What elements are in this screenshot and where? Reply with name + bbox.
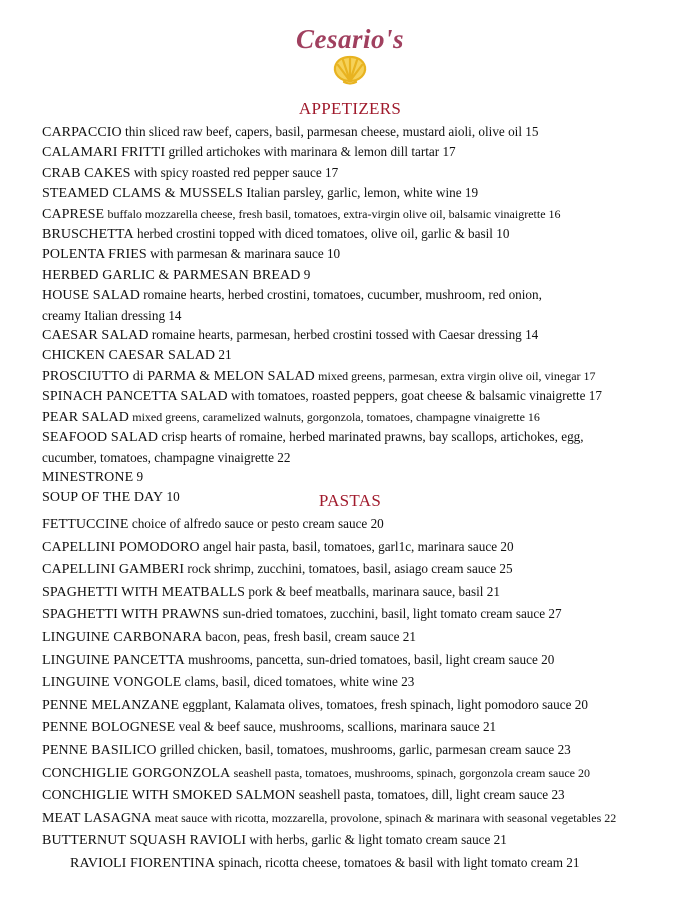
menu-item: [42, 762, 678, 785]
menu-item-name: CAPELLINI POMODORO: [42, 539, 200, 555]
menu-item: [42, 122, 678, 142]
menu-item-name: BUTTERNUT SQUASH RAVIOLI: [42, 833, 247, 849]
menu-item-desc: romaine hearts, parmesan, herbed crostini tossed with Caesar dressing 14: [151, 327, 539, 343]
menu-item: [42, 649, 678, 672]
menu-item-desc: romaine hearts, herbed crostini, tomatoes, cucumber, mushroom, red onion,: [143, 287, 542, 303]
menu-item-desc: buffalo mozzarella cheese, fresh basil, tomatoes, extra-virgin olive oil, balsamic vinaigrette 16: [107, 206, 561, 221]
menu-item-desc: 9: [136, 468, 144, 484]
menu-item: [42, 694, 678, 717]
menu-item-name: LINGUINE PANCETTA: [42, 652, 185, 668]
menu-item-desc: with herbs, garlic & light tomato cream sauce 21: [249, 832, 507, 848]
menu-item-desc: mushrooms, pancetta, sun-dried tomatoes, basil, light cream sauce 20: [188, 651, 555, 667]
menu-item-name: HOUSE SALAD: [42, 288, 140, 304]
menu-item-name: CALAMARI FRITTI: [42, 145, 166, 161]
menu-item-desc: with tomatoes, roasted peppers, goat cheese & balsamic vinaigrette 17: [231, 388, 602, 404]
menu-item-desc: meat sauce with ricotta, mozzarella, provolone, spinach & marinara with seasonal vegetables 22: [154, 810, 617, 825]
menu-item-desc: clams, basil, diced tomatoes, white wine 23: [184, 674, 415, 690]
menu-item-name: PENNE BASILICO: [42, 742, 157, 758]
menu-item: [42, 513, 678, 536]
menu-item: [42, 603, 678, 626]
menu-item-name: CHICKEN CAESAR SALAD: [42, 348, 216, 364]
menu-item: [42, 716, 678, 739]
menu-item: [42, 558, 678, 581]
menu-item: [42, 407, 678, 427]
appetizers-heading: APPETIZERS: [298, 99, 402, 118]
menu-item: [42, 581, 678, 604]
menu-item-desc: 21: [218, 347, 232, 363]
menu-item: [42, 536, 678, 559]
menu-item-desc: seashell pasta, tomatoes, dill, light cream sauce 23: [298, 787, 565, 803]
menu-item-name: MINESTRONE: [42, 469, 134, 485]
menu-item-desc: choice of alfredo sauce or pesto cream sauce 20: [131, 516, 384, 531]
menu-item-name: MEAT LASAGNA: [42, 810, 152, 826]
menu-item-desc: mixed greens, parmesan, extra virgin olive oil, vinegar 17: [318, 368, 596, 383]
menu-item-desc: crisp hearts of romaine, herbed marinated prawns, bay scallops, artichokes, egg,: [161, 429, 584, 445]
pastas-list: [42, 513, 678, 875]
menu-item: [42, 807, 678, 830]
menu-item-desc: Italian parsley, garlic, lemon, white wine 19: [246, 185, 479, 201]
menu-item-name: POLENTA FRIES: [42, 247, 147, 263]
appetizers-list: [42, 122, 678, 508]
menu-item: [42, 366, 678, 386]
menu-item-name: FETTUCCINE: [42, 517, 129, 532]
menu-item: [42, 265, 678, 285]
menu-item: [42, 626, 678, 649]
menu-item-desc: 10: [166, 489, 180, 505]
menu-item: [42, 244, 678, 264]
menu-item-desc: sun-dried tomatoes, zucchini, basil, light tomato cream sauce 27: [222, 606, 562, 622]
menu-item: [42, 204, 678, 224]
menu-item-name: CAESAR SALAD: [42, 328, 149, 344]
menu-item-desc: seashell pasta, tomatoes, mushrooms, spinach, gorgonzola cream sauce 20: [233, 765, 591, 780]
menu-item: [42, 852, 678, 875]
menu-item: [42, 784, 678, 807]
menu-item: [42, 386, 678, 406]
menu-item: [42, 163, 678, 183]
menu-item-desc: thin sliced raw beef, capers, basil, parmesan cheese, mustard aioli, olive oil 15: [125, 124, 539, 139]
menu-item-desc: 9: [303, 266, 311, 282]
menu-item: [42, 224, 678, 244]
menu-item-desc: bacon, peas, fresh basil, cream sauce 21: [205, 628, 416, 644]
menu-item-name: CARPACCIO: [42, 125, 122, 140]
menu-item: [42, 829, 678, 852]
menu-item: [42, 345, 678, 365]
menu-item-name: CAPELLINI GAMBERI: [42, 562, 185, 578]
menu-item-name: CONCHIGLIE GORGONZOLA: [42, 765, 231, 781]
menu-item-desc: with spicy roasted red pepper sauce 17: [133, 164, 339, 180]
menu-item-desc: veal & beef sauce, mushrooms, scallions, marinara sauce 21: [178, 719, 497, 735]
menu-item-desc: pork & beef meatballs, marinara sauce, basil 21: [248, 583, 500, 599]
menu-item-desc-continued: cucumber, tomatoes, champagne vinaigrette 22: [42, 449, 291, 465]
menu-item-name: PENNE BOLOGNESE: [42, 720, 176, 736]
menu-item-name: SOUP OF THE DAY: [42, 490, 164, 506]
menu-item-desc-continued: creamy Italian dressing 14: [42, 307, 182, 323]
menu-item: [42, 183, 678, 203]
menu-item-name: CRAB CAKES: [42, 165, 131, 181]
menu-item-name: SEAFOOD SALAD: [42, 430, 159, 446]
menu-item-desc: with parmesan & marinara sauce 10: [150, 246, 341, 262]
menu-item: [42, 467, 678, 487]
menu-item-desc: eggplant, Kalamata olives, tomatoes, fresh spinach, light pomodoro sauce 20: [182, 696, 588, 712]
menu-item-desc: herbed crostini topped with diced tomatoes, olive oil, garlic & basil 10: [136, 226, 510, 242]
menu-item-name: SPINACH PANCETTA SALAD: [42, 389, 228, 405]
menu-item-name: RAVIOLI FIORENTINA: [70, 855, 216, 871]
menu-item-name: PEAR SALAD: [42, 409, 129, 425]
menu-item-name: PROSCIUTTO di PARMA & MELON SALAD: [42, 368, 315, 384]
menu-item-desc: grilled artichokes with marinara & lemon dill tartar 17: [168, 144, 456, 160]
menu-item-name: PENNE MELANZANE: [42, 697, 180, 713]
restaurant-logo: [0, 24, 700, 55]
menu-item-desc: angel hair pasta, basil, tomatoes, garl1c, marinara sauce 20: [203, 538, 514, 554]
menu-item: [42, 739, 678, 762]
menu-item: [42, 671, 678, 694]
menu-item-name: LINGUINE CARBONARA: [42, 629, 203, 645]
menu-item: [42, 325, 678, 345]
menu-item-desc: grilled chicken, basil, tomatoes, mushrooms, garlic, parmesan cream sauce 23: [159, 741, 571, 757]
menu-item-desc: spinach, ricotta cheese, tomatoes & basil with light tomato cream 21: [218, 854, 580, 870]
menu-item-name: LINGUINE VONGOLE: [42, 675, 182, 691]
menu-item-name: CAPRESE: [42, 206, 105, 222]
menu-item-name: HERBED GARLIC & PARMESAN BREAD: [42, 267, 301, 283]
menu-item: [42, 285, 678, 305]
shell-icon: [330, 54, 370, 86]
menu-item-name: STEAMED CLAMS & MUSSELS: [42, 186, 244, 202]
pastas-heading: PASTAS: [318, 491, 382, 510]
menu-item-name: BRUSCHETTA: [42, 227, 134, 243]
menu-item: [42, 427, 678, 447]
menu-item: [42, 142, 678, 162]
menu-item-name: SPAGHETTI WITH PRAWNS: [42, 607, 220, 623]
menu-item-desc: rock shrimp, zucchini, tomatoes, basil, asiago cream sauce 25: [187, 561, 513, 577]
menu-item-name: SPAGHETTI WITH MEATBALLS: [42, 584, 246, 600]
brand-name: Cesario's: [295, 24, 405, 54]
menu-item-name: CONCHIGLIE WITH SMOKED SALMON: [42, 788, 296, 804]
menu-item-desc: mixed greens, caramelized walnuts, gorgonzola, tomatoes, champagne vinaigrette 16: [132, 409, 540, 424]
